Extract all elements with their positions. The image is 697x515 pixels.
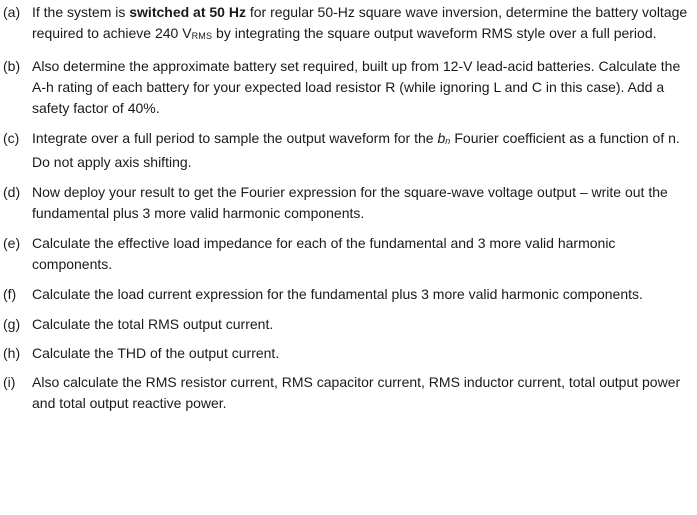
subscript: n bbox=[445, 136, 451, 146]
question-b bbox=[0, 56, 697, 119]
bold-text: switched at 50 Hz bbox=[129, 4, 246, 20]
text-run: by integrating the square output waveform RMS style over a full period. bbox=[212, 25, 657, 41]
question-text bbox=[32, 128, 697, 173]
question-marker: (b) bbox=[3, 58, 21, 74]
question-f bbox=[0, 284, 697, 305]
question-text: Now deploy your result to get the Fourier expression for the square-wave voltage output – write out the fundamental plus 3 more valid harmonic components. bbox=[32, 184, 668, 221]
question-list bbox=[0, 2, 697, 414]
question-marker: (h) bbox=[3, 345, 21, 361]
question-g bbox=[0, 314, 697, 335]
question-text: Also calculate the RMS resistor current, RMS capacitor current, RMS inductor current, total output power and total output reactive power. bbox=[32, 374, 681, 411]
question-marker: (e) bbox=[3, 235, 21, 251]
question-text: Calculate the effective load impedance for each of the fundamental and 3 more valid harmonic components. bbox=[32, 235, 616, 272]
question-h bbox=[0, 343, 697, 364]
question-text: Calculate the load current expression for the fundamental plus 3 more valid harmonic components. bbox=[32, 286, 643, 302]
question-e bbox=[0, 233, 697, 275]
text-run: Fourier coefficient as a function of n. Do not apply axis shifting. bbox=[32, 130, 680, 170]
question-marker: (a) bbox=[3, 4, 21, 20]
question-i bbox=[0, 372, 697, 414]
question-marker: (f) bbox=[3, 286, 17, 302]
text-run: If the system is bbox=[32, 4, 130, 20]
question-marker: (d) bbox=[3, 184, 21, 200]
question-a bbox=[0, 2, 697, 47]
question-d bbox=[0, 182, 697, 224]
question-c bbox=[0, 128, 697, 173]
question-text: Calculate the THD of the output current. bbox=[32, 345, 280, 361]
question-marker: (i) bbox=[3, 374, 16, 390]
text-run: for regular 50-Hz square wave inversion, determine the battery voltage required to achieve 240 V bbox=[32, 4, 688, 41]
question-marker: (g) bbox=[3, 316, 21, 332]
question-text: Calculate the total RMS output current. bbox=[32, 316, 274, 332]
italic-symbol: b bbox=[437, 130, 446, 146]
question-text: Also determine the approximate battery set required, built up from 12-V lead-acid batteries. Calculate the A-h rating of each battery for your expected load resistor R (while ignoring L and C in this case). Add a safety factor of 40%. bbox=[32, 58, 681, 116]
question-marker: (c) bbox=[3, 130, 20, 146]
question-text bbox=[32, 2, 697, 47]
text-run: Integrate over a full period to sample the output waveform for the bbox=[32, 130, 438, 146]
subscript: RMS bbox=[191, 31, 213, 41]
